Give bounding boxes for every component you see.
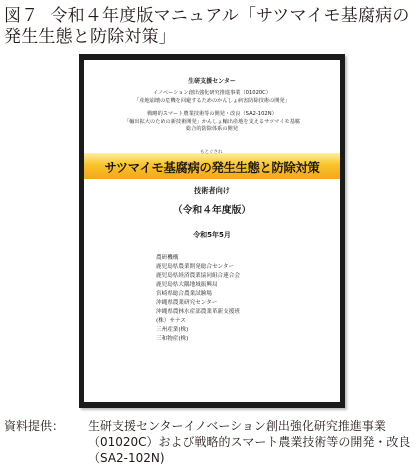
cover-author: 三州産業(株)	[156, 327, 189, 333]
cover-org: 生研支援センター	[188, 78, 236, 85]
manual-cover-page	[84, 60, 340, 402]
cover-title: サツマイモ基腐病の発生生態と防除対策	[104, 161, 320, 175]
cover-date: 令和5年5月	[193, 231, 231, 239]
cover-author: 三和物産(株)	[156, 336, 189, 342]
cover-project-line-1: イノベーション創出強化研究推進事業（01020C）	[153, 90, 271, 96]
figure-title: 令和４年度版マニュアル「サツマイモ基腐病の発生生態と防除対策」	[4, 6, 410, 47]
cover-title-banner	[84, 150, 340, 179]
cover-author: (株）サナス	[156, 318, 186, 324]
cover-author: 鹿児島県大隅地域振興局	[156, 282, 218, 288]
cover-edition: （令和４年度版）	[172, 205, 252, 216]
cover-title-ruby: もとぐされ	[200, 150, 223, 155]
figure-caption	[4, 6, 416, 48]
cover-audience: 技術者向け	[194, 186, 230, 195]
cover-author: 沖縄県農業研究センター	[156, 300, 218, 306]
cover-project-line-2: 「産地崩壊の危機を回避するためのかんしょ病害防除技術の開発」	[134, 98, 290, 104]
cover-project-line-4: 「輸出拡大のための新技術開発」かんしょ輸出産地を支えるサツマイモ基腐	[124, 119, 300, 125]
cover-author: 農研機構	[156, 255, 179, 261]
credit-label: 資料提供：	[4, 419, 65, 433]
figure-number: 図７	[4, 6, 39, 26]
cover-project-line-3: 戦略的スマート農業技術等の開発・改良（SA2-102N）	[147, 111, 277, 117]
cover-project-line-5: 総合的防除体系の開発	[186, 126, 238, 132]
cover-author: 宮崎県総合農業試験場	[156, 291, 212, 297]
credit-text: 生研支援センターイノベーション創出強化研究推進事業（01020C）および戦略的スマート農業技術等の開発・改良（SA2-102N)	[88, 419, 411, 465]
cover-author: 鹿児島県農業開発総合センター	[156, 264, 235, 270]
manual-cover-image	[79, 54, 345, 408]
cover-author: 鹿児島県経済農業協同組合連合会	[156, 273, 240, 279]
cover-author: 沖縄県農林水産部農業革新支援班	[156, 309, 240, 315]
